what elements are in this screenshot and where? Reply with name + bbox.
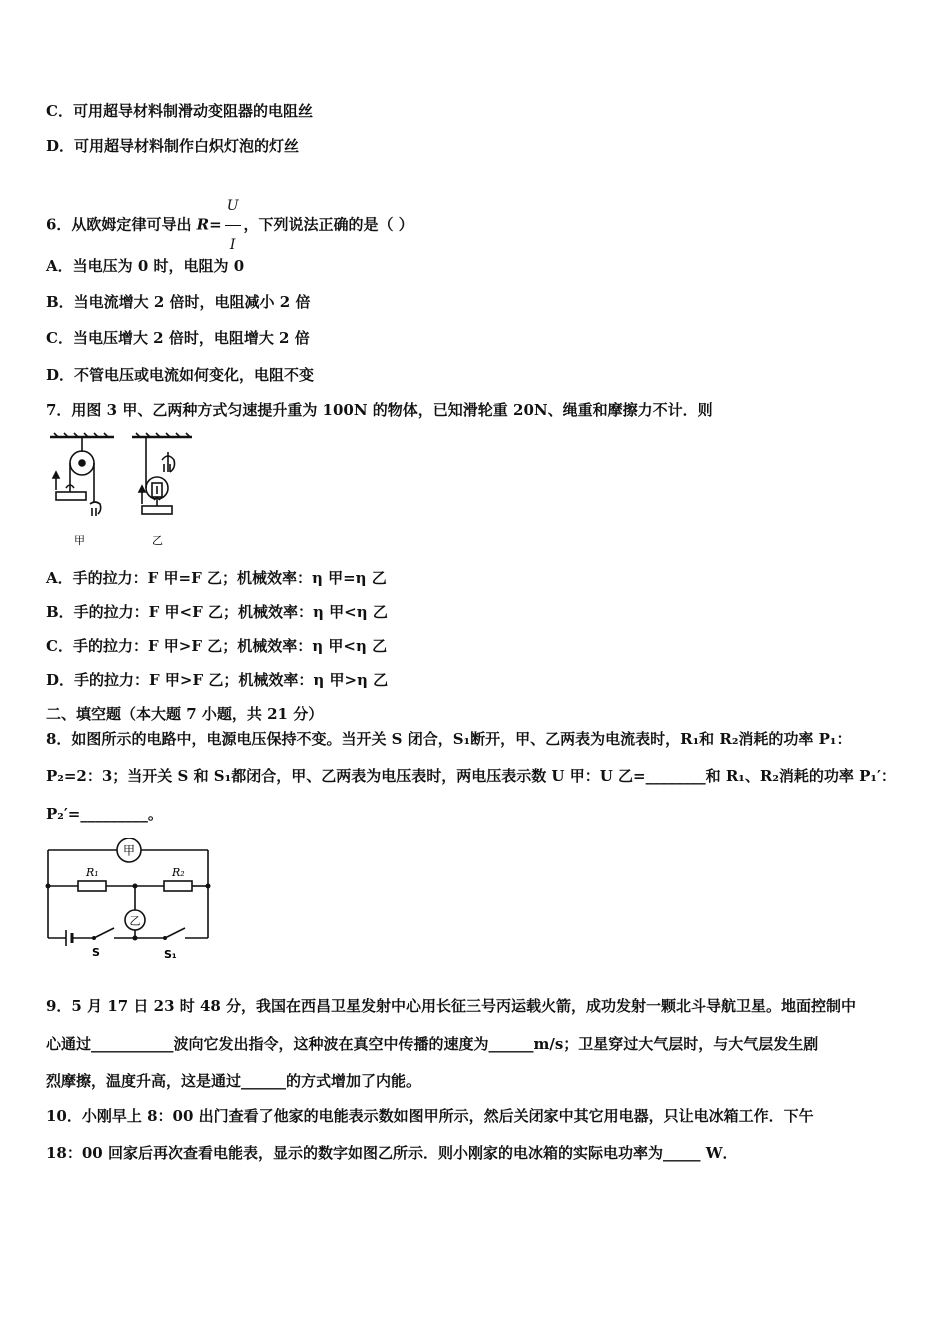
- q7-stem: 7．用图 3 甲、乙两种方式匀速提升重为 100N 的物体，已知滑轮重 20N、绳重和摩擦力不计．则: [46, 401, 713, 419]
- q8-line-3: P₂′=_________。: [46, 805, 163, 823]
- switch-s-label: S: [92, 946, 100, 959]
- q8-circuit-diagram: [40, 838, 220, 968]
- q9-line-1: 9．5 月 17 日 23 时 48 分，我国在西昌卫星发射中心用长征三号丙运载火箭，成功发射一颗北斗导航卫星。地面控制中: [46, 997, 857, 1015]
- q6-stem: [46, 187, 414, 264]
- q7-option-c: C．手的拉力：F 甲>F 乙；机械效率：η 甲<η 乙: [46, 637, 388, 655]
- figure-label-b: 乙: [152, 534, 163, 547]
- q5-option-c: C．可用超导材料制滑动变阻器的电阻丝: [46, 102, 313, 120]
- section-title: 二、填空题（本大题 7 小题，共 21 分）: [46, 705, 324, 723]
- resistor-r2-label: R₂: [172, 866, 185, 879]
- q6-fraction: [225, 187, 241, 264]
- q9-line-2: 心通过___________波向它发出指令，这种波在真空中传播的速度为______m/s；卫星穿过大气层时，与大气层发生剧: [46, 1035, 819, 1053]
- q7-option-a: A．手的拉力：F 甲=F 乙；机械效率：η 甲=η 乙: [46, 569, 387, 587]
- meter-yi-label: 乙: [129, 914, 141, 928]
- figure-label-a: 甲: [74, 534, 85, 547]
- q6-r-symbol: R: [196, 215, 210, 234]
- q6-option-b: B．当电流增大 2 倍时，电阻减小 2 倍: [46, 293, 311, 311]
- q6-option-a: A．当电压为 0 时，电阻为 0: [46, 257, 245, 275]
- q6-stem-post: ，下列说法正确的是（ ）: [243, 215, 414, 234]
- q6-option-d: D．不管电压或电流如何变化，电阻不变: [46, 366, 315, 384]
- q7-option-b: B．手的拉力：F 甲<F 乙；机械效率：η 甲<η 乙: [46, 603, 388, 621]
- pulley-figure-a: [50, 433, 114, 516]
- q6-option-c: C．当电压增大 2 倍时，电阻增大 2 倍: [46, 329, 310, 347]
- q10-line-1: 10．小刚早上 8：00 出门查看了他家的电能表示数如图甲所示，然后关闭家中其它用电器，只让电冰箱工作．下午: [46, 1107, 814, 1125]
- pulley-figure-b: [132, 433, 192, 514]
- q7-option-d: D．手的拉力：F 甲>F 乙；机械效率：η 甲>η 乙: [46, 671, 389, 689]
- resistor-r1-label: R₁: [86, 866, 99, 879]
- q6-stem-pre: 6．从欧姆定律可导出: [46, 215, 197, 234]
- q10-line-2: 18：00 回家后再次查看电能表，显示的数字如图乙所示．则小刚家的电冰箱的实际电功率为_____ W．: [46, 1144, 738, 1162]
- meter-jia-label: 甲: [122, 843, 136, 858]
- q5-option-d: D．可用超导材料制作白炽灯泡的灯丝: [46, 137, 300, 155]
- q8-line-1: 8．如图所示的电路中，电源电压保持不变。当开关 S 闭合，S₁断开，甲、乙两表为电流表时，R₁和 R₂消耗的功率 P₁：: [46, 730, 852, 748]
- q7-pulley-figure: [44, 430, 194, 550]
- q6-equals: =: [209, 215, 222, 234]
- q6-fraction-numerator: U: [225, 187, 241, 226]
- q6-fraction-denominator: I: [229, 237, 236, 253]
- q8-line-2: P₂=2：3；当开关 S 和 S₁都闭合，甲、乙两表为电压表时，两电压表示数 U 甲：U 乙=________和 R₁、R₂消耗的功率 P₁′：: [46, 767, 896, 785]
- switch-s1-label: S₁: [164, 948, 177, 961]
- q9-line-3: 烈摩擦，温度升高，这是通过______的方式增加了内能。: [46, 1072, 422, 1090]
